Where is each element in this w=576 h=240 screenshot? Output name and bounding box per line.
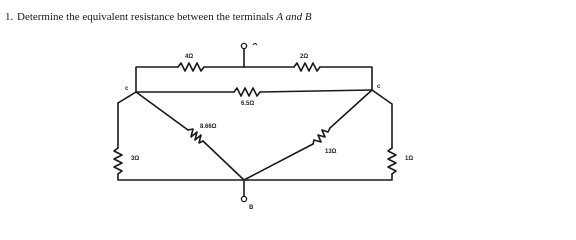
wire-middle-right <box>260 90 372 92</box>
wire-right-diagonal-bottom <box>244 144 313 180</box>
label-2-ohm: 2Ω <box>300 54 309 60</box>
terminal-a-label: A <box>276 11 283 23</box>
wire-left-to-c <box>118 92 136 103</box>
label-8-66-ohm: 8.66Ω <box>200 124 217 130</box>
resistor-1-ohm <box>388 148 396 174</box>
resistor-2-ohm <box>294 63 320 71</box>
terminal-a-mark <box>253 44 257 46</box>
wire-top-right <box>320 67 372 90</box>
wire-left-vertical-bottom <box>118 174 244 180</box>
node-c-left: c <box>125 86 129 92</box>
resistor-8-66-ohm <box>188 129 203 143</box>
label-13-ohm: 13Ω <box>325 149 337 155</box>
wire-right-vertical-bottom <box>244 174 392 180</box>
problem-text-prefix: Determine the equivalent resistance between the terminals <box>17 11 277 23</box>
wire-left-diagonal-top <box>136 92 188 130</box>
label-3-ohm: 3Ω <box>131 156 140 162</box>
label-1-ohm: 1Ω <box>405 156 414 162</box>
resistor-4-ohm <box>178 63 204 71</box>
wire-right-diagonal-top <box>330 90 372 128</box>
wire-top-left <box>136 67 178 92</box>
problem-number: 1. <box>5 11 14 23</box>
terminal-b-text: B <box>249 205 254 211</box>
label-6-5-ohm: 6.5Ω <box>241 101 255 107</box>
terminal-a-node <box>241 43 246 48</box>
resistor-13-ohm <box>313 128 330 144</box>
terminal-b-label: B <box>304 11 312 23</box>
resistor-3-ohm <box>114 148 122 174</box>
terminal-b-node <box>241 196 246 201</box>
node-c-right: c <box>377 84 381 90</box>
problem-text-and: and <box>282 11 305 23</box>
wire-left-diagonal-bottom <box>203 141 244 180</box>
wire-right-vertical-top <box>372 90 392 148</box>
resistor-6-5-ohm <box>234 88 260 96</box>
label-4-ohm: 4Ω <box>185 54 194 60</box>
